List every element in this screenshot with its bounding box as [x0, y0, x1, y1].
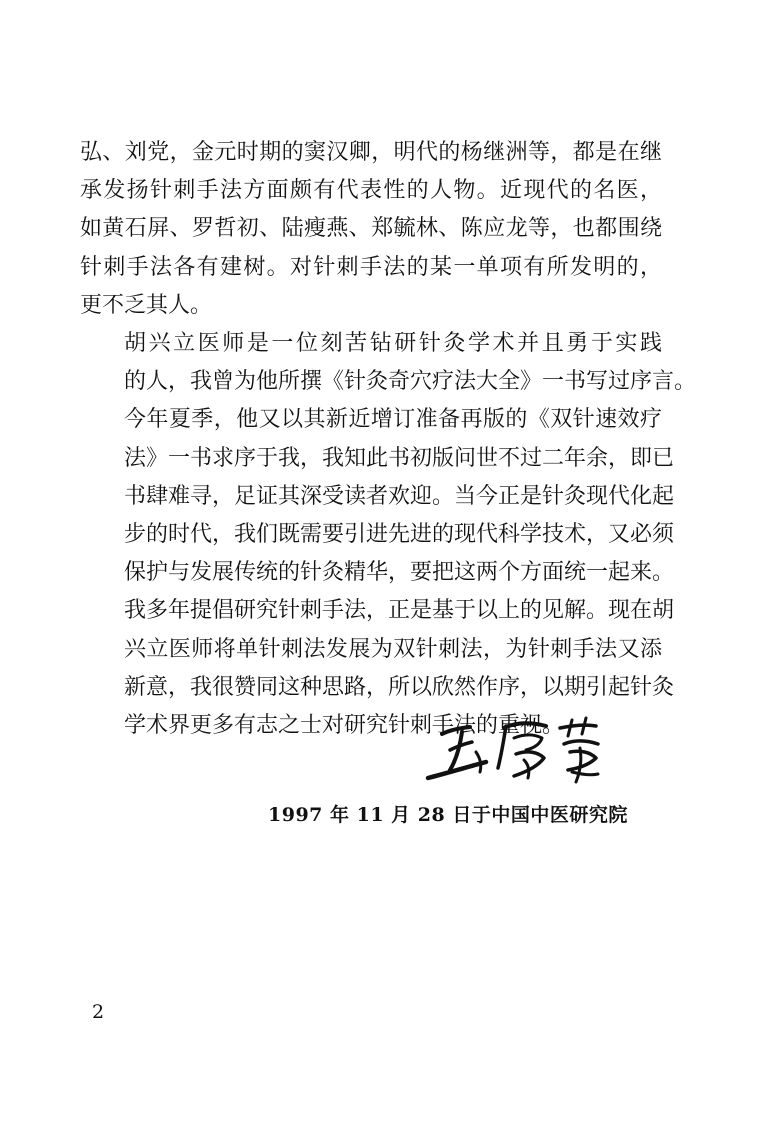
paragraph-2 — [80, 325, 697, 745]
text-line: 学术界更多有志之士对研究针刺手法的重视。 — [124, 713, 565, 739]
text-line: 承发扬针刺手法方面颇有代表性的人物。近现代的名医， — [80, 178, 662, 204]
text-line: 我多年提倡研究针刺手法，正是基于以上的见解。现在胡 — [124, 598, 675, 624]
text-line: 法》一书求序于我，我知此书初版问世不过二年余，即已 — [124, 445, 675, 471]
text-line: 今年夏季，他又以其新近增订准备再版的《双针速效疗 — [124, 407, 662, 433]
text-line: 如黄石屏、罗哲初、陆瘦燕、郑毓林、陈应龙等，也都围绕 — [80, 216, 662, 242]
body-text — [80, 134, 697, 745]
text-line: 保护与发展传统的针灸精华，要把这两个方面统一起来。 — [124, 560, 675, 586]
date-line: 1997 年 11 月 28 日于中国中医研究院 — [268, 804, 628, 826]
text-line: 书肆难寻，足证其深受读者欢迎。当今正是针灸现代化起 — [124, 483, 675, 509]
text-line: 针刺手法各有建树。对针刺手法的某一单项有所发明的， — [80, 254, 662, 280]
handwritten-signature — [420, 712, 610, 792]
text-line: 步的时代，我们既需要引进先进的现代科学技术，又必须 — [124, 522, 675, 548]
paragraph-1 — [80, 134, 662, 325]
text-line: 新意，我很赞同这种思路，所以欣然作序，以期引起针灸 — [124, 674, 675, 700]
text-line: 的人，我曾为他所撰《针灸奇穴疗法大全》一书写过序言。 — [124, 369, 697, 395]
text-line: 更不乏其人。 — [80, 292, 213, 318]
text-line: 胡兴立医师是一位刻苦钻研针灸学术并且勇于实践 — [124, 331, 662, 357]
page-number: 2 — [92, 1001, 105, 1023]
text-line: 兴立医师将单针刺法发展为双针刺法，为针刺手法又添 — [124, 636, 662, 662]
text-line: 弘、刘党，金元时期的窦汉卿，明代的杨继洲等，都是在继 — [80, 140, 662, 165]
